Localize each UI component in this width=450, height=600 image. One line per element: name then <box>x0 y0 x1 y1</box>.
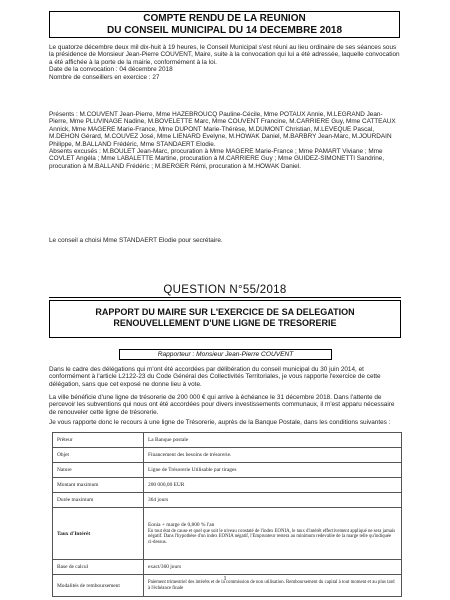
absents-list: Absents excusés : M.BOULET Jean-Marc, procuration à Mme MAGERE Marie-France ; Mme PAMART Viviane ; Mme COVLET Angéla ; Mme LABALETTE Martine, procuration à M.CARRIERE Guy ; Mme GUIDEZ-SIMONETTI Sandrine, procuration à M.BALLAND Frédéric ; M.BERGER Rémi, procuration à M.HOWAK Daniel. <box>49 148 385 170</box>
table-cell-value: 364 jours <box>144 493 402 508</box>
report-title-line1: COMPTE RENDU DE LA REUNION <box>143 13 306 24</box>
intro-paragraph: Le quatorze décembre deux mil dix-huit à 19 heures, le Conseil Municipal s'est réuni au lieu ordinaire de ses séances sous la présidence de Monsieur Jean-Pierre COUVENT, Maire, suite à la convocation qui lui a été adressée, laquelle convocation a été affichée à la porte de la mairie, conformément à la loi. <box>49 44 400 66</box>
table-cell-value: exact/360 jours <box>144 560 402 575</box>
paragraph-delegation: Dans le cadre des délégations qui m'ont été accordées par délibération du conseil municipal du 30 juin 2014, et conformément à l'article L2122-23 du Code Général des Collectivités Territoriales, je vous rapporte l'exercice de cette délégation, sans que cet exposé ne donne lieu à vote. <box>49 366 381 388</box>
conseillers-count: Nombre de conseillers en exercice : 27 <box>49 73 160 81</box>
paragraph-ligne-tresorerie: La ville bénéficie d'une ligne de trésorerie de 200 000 € qui arrive à échéance le 31 décembre 2018. Dans l'attente de percevoir les subventions qui nous ont été accordées pour divers investissements communaux, il m'est apparu nécessaire de renouveler cette ligne de trésorerie. <box>49 394 395 416</box>
taux-formula: Eonia + marge de 0,800 % l'an <box>148 522 215 529</box>
table-cell-label: Taux d'Intérêt <box>53 508 144 560</box>
table-cell-value: Ligne de Trésorerie Utilisable par tirages <box>144 463 402 478</box>
table-cell-label: Base de calcul <box>53 560 144 575</box>
intro-section <box>49 44 401 81</box>
rapport-title-line2: RENOUVELLEMENT D'UNE LIGNE DE TRESORERIE <box>113 318 337 328</box>
table-row <box>53 433 402 448</box>
table-row <box>53 560 402 575</box>
table-cell-value <box>144 508 402 560</box>
paragraph-conditions: Je vous rapporte donc le recours à une ligne de Trésorerie, auprès de la Banque Postale, dans les conditions suivantes : <box>49 419 391 426</box>
table-cell-value: 200 000,00 EUR <box>144 478 402 493</box>
rapporteur-box: Rapporteur : Monsieur Jean-Pierre COUVENT <box>119 349 332 360</box>
table-cell-label: Objet <box>53 448 144 463</box>
table-row <box>53 493 402 508</box>
table-cell-label: Nature <box>53 463 144 478</box>
taux-note: En tout état de cause et quel que soit le niveau constaté de l'index EONIA, le taux d'intérêt effectivement appliqué ne sera jamais négatif. Dans l'hypothèse d'un index EONIA négatif, l'Emprunteur restera au minimum redevable de la marge telle qu'indiquée ci-dessus. <box>148 529 396 545</box>
convocation-date: Date de la convocation : 04 décembre 2018 <box>49 66 173 74</box>
table-cell-label: Montant maximum <box>53 478 144 493</box>
table-row <box>53 463 402 478</box>
rapport-title-box <box>49 300 401 338</box>
table-cell-value: La Banque postale <box>144 433 402 448</box>
page-number: 1 <box>223 576 227 582</box>
table-row <box>53 478 402 493</box>
rapport-title-line1: RAPPORT DU MAIRE SUR L'EXERCICE DE SA DELEGATION <box>95 307 355 317</box>
table-cell-label: Durée maximum <box>53 493 144 508</box>
conditions-table <box>52 432 402 597</box>
table-cell-label: Prêteur <box>53 433 144 448</box>
table-cell-value: Paiement trimestriel des intérêts et de la commission de non utilisation. Remboursement du capital à tout moment et au plus tard à l'échéance finale <box>144 575 402 597</box>
report-title-box <box>49 11 400 38</box>
report-title-line2: DU CONSEIL MUNICIPAL DU 14 DECEMBRE 2018 <box>106 25 343 36</box>
table-row-taux <box>53 508 402 560</box>
secretary-line: Le conseil a choisi Mme STANDAERT Elodie pour secrétaire. <box>49 237 223 244</box>
table-row <box>53 448 402 463</box>
presents-list: Présents : M.COUVENT Jean-Pierre, Mme HAZEBROUCQ Pauline-Cécile, Mme POTAUX Annie, M.LEGRAND Jean-Pierre, Mme PLUVINAGE Nadine, M.BOVELETTE Marc, Mme COUVENT Francine, M.CARRIERE Guy, Mme CATTEAUX Annick, Mme MAGERE Marie-France, Mme DUPONT Marie-Thérèse, M.DUMONT Christian, M.LEVEQUE Pascal, M.DEHON Gérard, M.COUVEZ José, Mme LIENARD Evelyne, M.HOWAK Daniel, M.BARBRY Jean-Marc, M.JOURDAIN Philippe, M.BALLAND Frédéric, Mme STANDAERT Elodie. <box>49 111 396 148</box>
question-number: QUESTION N°55/2018 <box>49 282 401 298</box>
table-cell-value: Financement des besoins de trésorerie. <box>144 448 402 463</box>
table-cell-label: Modalités de remboursement <box>53 575 144 597</box>
attendance-section <box>49 111 401 170</box>
